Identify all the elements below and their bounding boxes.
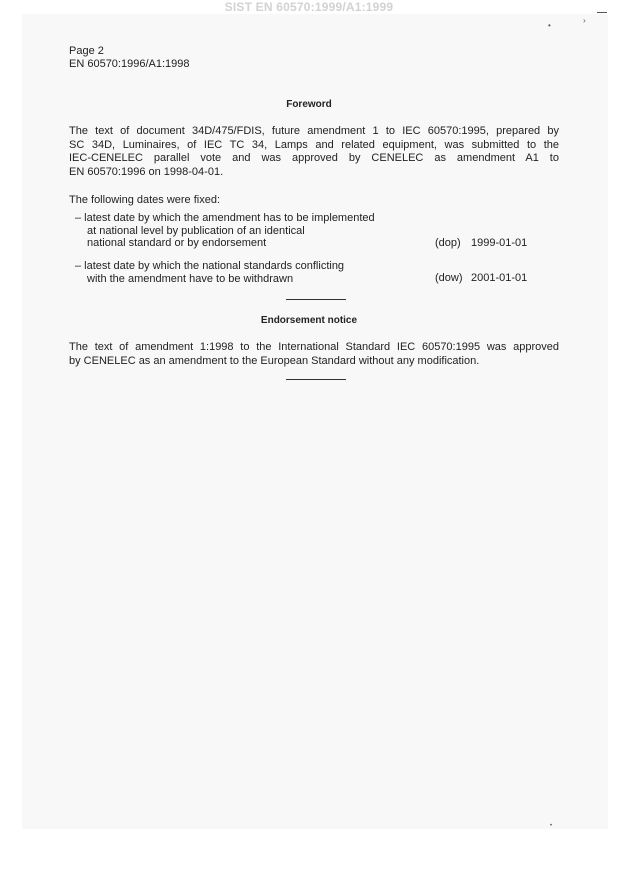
date-value-dop: 1999-01-01 <box>471 237 528 249</box>
date-code-dop: (dop) <box>435 237 461 249</box>
date-item-line: national standard or by endorsement <box>87 237 267 249</box>
section-divider <box>286 299 346 300</box>
date-code-dow: (dow) <box>435 272 463 284</box>
foreword-line: The text of document 34D/475/FDIS, future amendment 1 to IEC 60570:1995, prepared by <box>69 125 559 137</box>
endorsement-line: by CENELEC as an amendment to the European Standard without any modification. <box>69 354 480 367</box>
scan-speck-dot: • <box>548 21 551 30</box>
date-value-dow: 2001-01-01 <box>471 272 528 284</box>
foreword-line: IEC-CENELEC parallel vote and was approved by CENELEC as amendment A1 to <box>69 152 559 164</box>
date-item-line: at national level by publication of an identical <box>87 224 305 237</box>
scan-speck-bottom: • <box>550 823 553 829</box>
date-item-line: with the amendment have to be withdrawn <box>87 272 294 285</box>
date-item-line: – latest date by which the national standards conflicting <box>75 260 345 272</box>
foreword-heading: Foreword <box>286 99 332 110</box>
endorsement-line: The text of amendment 1:1998 to the International Standard IEC 60570:1995 was approved <box>69 341 559 353</box>
scan-speck-chevron: › <box>583 16 586 25</box>
foreword-line: EN 60570:1996 on 1998-04-01. <box>69 165 224 178</box>
standard-designation: EN 60570:1996/A1:1998 <box>69 58 190 70</box>
endorsement-paragraph <box>69 341 559 368</box>
date-item-dow <box>75 260 344 285</box>
end-divider <box>286 379 346 380</box>
endorsement-heading: Endorsement notice <box>260 315 358 326</box>
page-number: Page 2 <box>69 45 104 57</box>
scan-speck-dash <box>597 12 607 13</box>
date-item-dop <box>75 212 375 250</box>
dates-intro: The following dates were fixed: <box>69 194 221 206</box>
watermark: SIST EN 60570:1999/A1:1999 <box>224 0 394 14</box>
foreword-line: SC 34D, Luminaires, of IEC TC 34, Lamps and related equipment, was submitted to the <box>69 138 559 151</box>
date-item-line: – latest date by which the amendment has to be implemented <box>75 212 375 224</box>
foreword-paragraph <box>69 125 559 179</box>
